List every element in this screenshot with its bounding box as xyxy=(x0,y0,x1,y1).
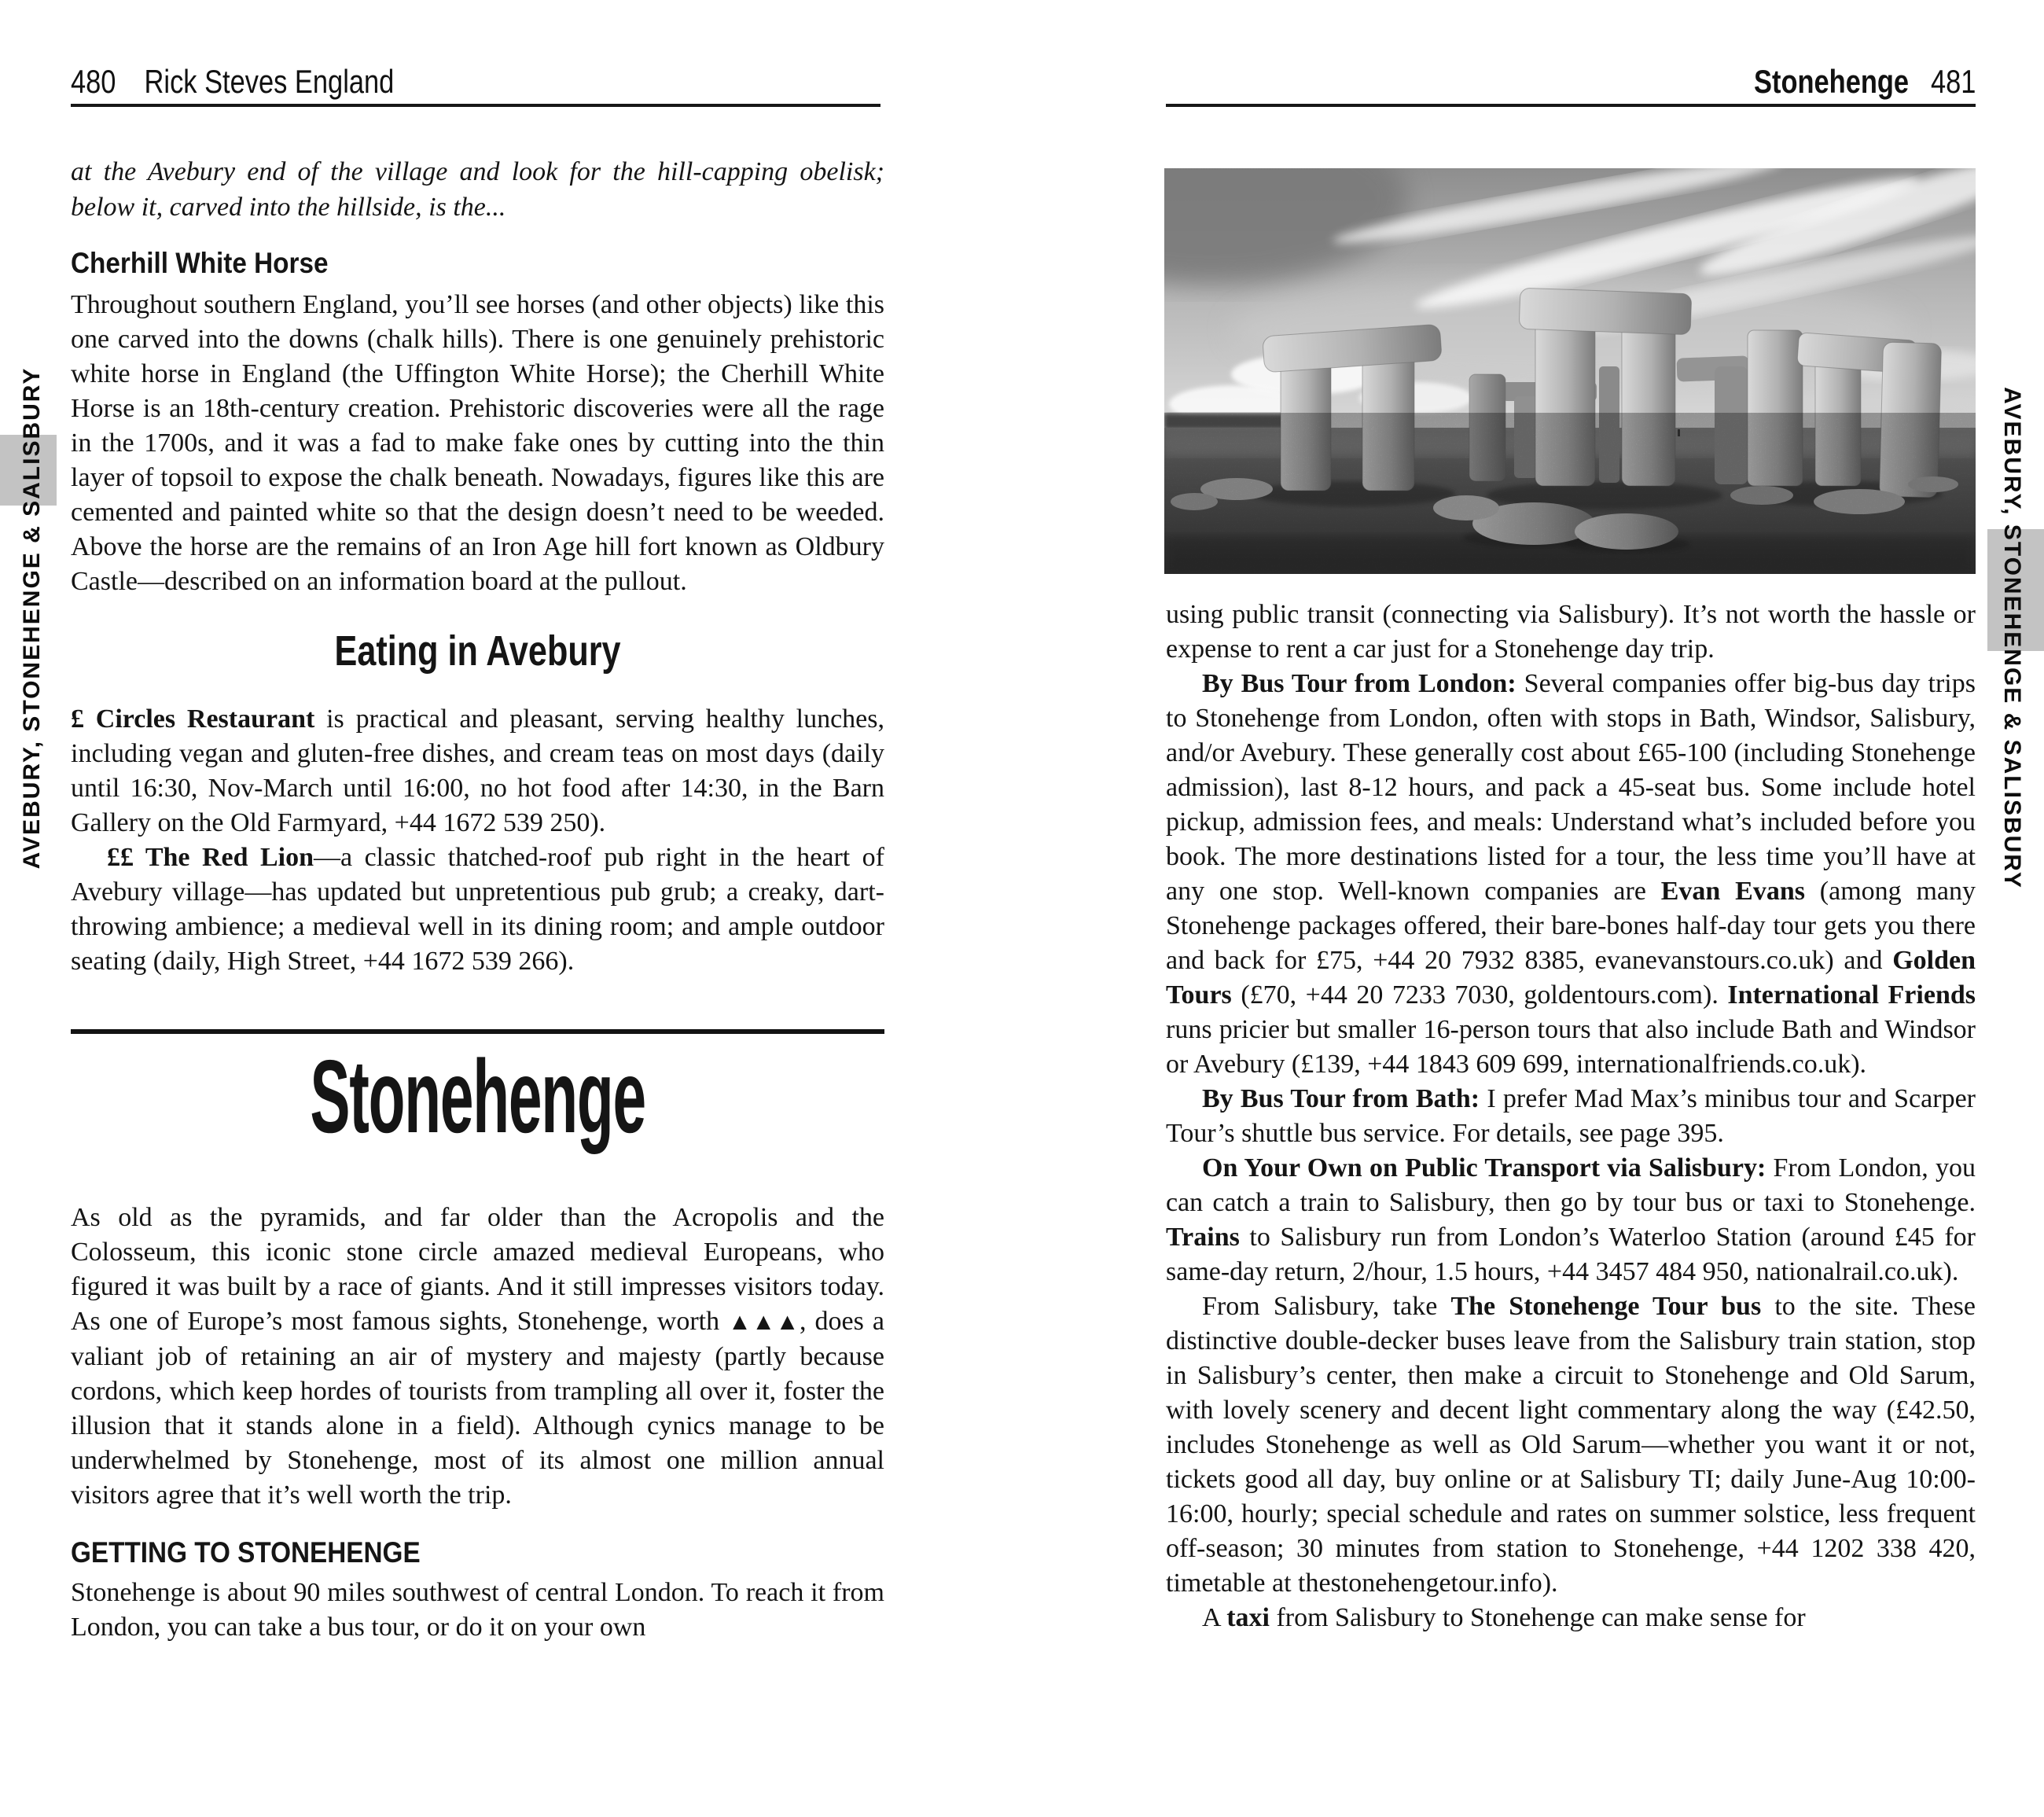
stonehenge-tour-bus-paragraph: From Salisbury, take The Stonehenge Tour bus to the site. These distinctive double-decker buses leave from the Salisbury train station, stop in Salisbury’s center, then make a circuit to Stonehenge and Old Sarum, with lovely scenery and decent light commentary along the way (£42.50, includes Stonehenge as well as Old Sarum—whether you want it or not, tickets good all day, buy online or at Salisbury TI; daily June-Aug 10:00-16:00, hourly; special schedule and rates on summer solstice, less frequent off-season; 30 minutes from station to Stonehenge, +44 1202 338 420, timetable at thestonehengetour.info). xyxy=(1166,1292,1976,1598)
transit-paragraph: using public transit (connecting via Salisbury). It’s not worth the hassle or expense to rent a car just for a Stonehenge day trip. xyxy=(1166,600,1976,664)
left-page-header xyxy=(71,63,884,101)
right-header-rule xyxy=(1166,104,1976,107)
right-page-number: 481 xyxy=(1930,63,1976,100)
red-lion-listing: ££ The Red Lion—a classic thatched-roof pub right in the heart of Avebury village—has updated but unpretentious pub grub; a creaky, dart-throwing ambience; a medieval well in its dining room; and ample outdoor seating (daily, High Street, +44 1672 539 266). xyxy=(71,843,885,976)
right-page-column xyxy=(1166,598,1976,1635)
stonehenge-photo xyxy=(1164,168,1976,574)
getting-paragraph: Stonehenge is about 90 miles southwest of central London. To reach it from London, you can take a bus tour, or do it on your own xyxy=(71,1578,884,1642)
taxi-paragraph: A taxi from Salisbury to Stonehenge can make sense for xyxy=(1202,1603,1806,1632)
right-sidebar-label: AVEBURY, STONEHENGE & SALISBURY xyxy=(1999,387,2025,889)
circles-restaurant-listing: £ Circles Restaurant is practical and pleasant, serving healthy lunches, including vegan and gluten-free dishes, and cream teas on most days (daily until 16:30, Nov-March until 16:00, no hot food after 14:30, in the Barn Gallery on the Old Farmyard, +44 1672 539 250). xyxy=(71,704,884,837)
chapter-name: Stonehenge xyxy=(1753,63,1909,100)
left-sidebar-label: AVEBURY, STONEHENGE & SALISBURY xyxy=(19,366,45,870)
bus-tour-london-paragraph: By Bus Tour from London: Several companies offer big-bus day trips to Stonehenge from London, often with stops in Bath, Windsor, Salisbury, and/or Avebury. These generally cost about £65-100 (including Stonehenge admission), last 8-12 hours, and pack a 45-seat bus. Some include hotel pickup, admission fees, and meals: Understand what’s included before you book. The more destinations listed for a tour, the less time you’ll have at any one stop. Well-known companies are Evan Evans (among many Stonehenge packages offered, their bare-bones half-day tour gets you there and back for £75, +44 20 7932 8385, evanevanstours.co.uk) and Golden Tours (£70, +44 20 7233 7030, goldentours.com). International Friends runs pricier but smaller 16-person tours that also include Bath and Windsor or Avebury (£139, +44 1843 609 699, internationalfriends.co.uk). xyxy=(1166,669,1976,1079)
stonehenge-chapter-title: Stonehenge xyxy=(310,1039,645,1154)
left-header-rule xyxy=(71,104,880,107)
stonehenge-intro-paragraph: As old as the pyramids, and far older than the Acropolis and the Colosseum, this iconic stone circle amazed medieval Europeans, who figured it was built by a race of giants. And it still impresses visitors today. As one of Europe’s most famous sights, Stonehenge, worth ▲▲▲, does a valiant job of retaining an air of mystery and majesty (partly because cordons, which keep hordes of tourists from trampling all over it, foster the illusion that it stands alone in a field). Although cynics manage to be underwhelmed by Stonehenge, most of its almost one million annual visitors agree that it’s well worth the trip. xyxy=(71,1203,884,1510)
right-page-header xyxy=(1166,63,1976,101)
bus-tour-bath-paragraph: By Bus Tour from Bath: I prefer Mad Max’s minibus tour and Scarper Tour’s shuttle bus service. For details, see page 395. xyxy=(1166,1084,1976,1148)
left-page-number: 480 xyxy=(71,63,116,100)
stonehenge-photo-illustration xyxy=(1164,168,1976,574)
eating-in-avebury-heading: Eating in Avebury xyxy=(334,627,621,675)
book-title: Rick Steves England xyxy=(144,63,395,100)
left-page-column xyxy=(71,154,884,1645)
chapter-divider-rule xyxy=(71,1029,884,1034)
cherhill-paragraph: Throughout southern England, you’ll see horses (and other objects) like this one carved into the downs (chalk hills). There is one genuinely prehistoric white horse in England (the Uffington White Horse); the Cherhill White Horse is an 18th-century creation. Prehistoric discoveries were all the rage in the 1700s, and it was a fad to make fake ones by cutting into the thin layer of topsoil to expose the chalk beneath. Nowadays, figures like this are cemented and painted white so that the design doesn’t need to be weeded. Above the horse are the remains of an Iron Age hill fort known as Oldbury Castle—described on an information board at the pullout. xyxy=(71,290,884,596)
public-transport-paragraph: On Your Own on Public Transport via Salisbury: From London, you can catch a train to Salisbury, then go by tour bus or taxi to Stonehenge. Trains to Salisbury run from London’s Waterloo Station (around £45 for same-day return, 2/hour, 1.5 hours, +44 3457 484 950, nationalrail.co.uk). xyxy=(1166,1153,1976,1286)
getting-to-stonehenge-heading: GETTING TO STONEHENGE xyxy=(71,1536,421,1569)
cherhill-heading: Cherhill White Horse xyxy=(71,247,329,279)
italic-lead-paragraph: at the Avebury end of the village and look for the hill-capping obelisk; below it, carved into the hillside, is the... xyxy=(71,157,884,222)
